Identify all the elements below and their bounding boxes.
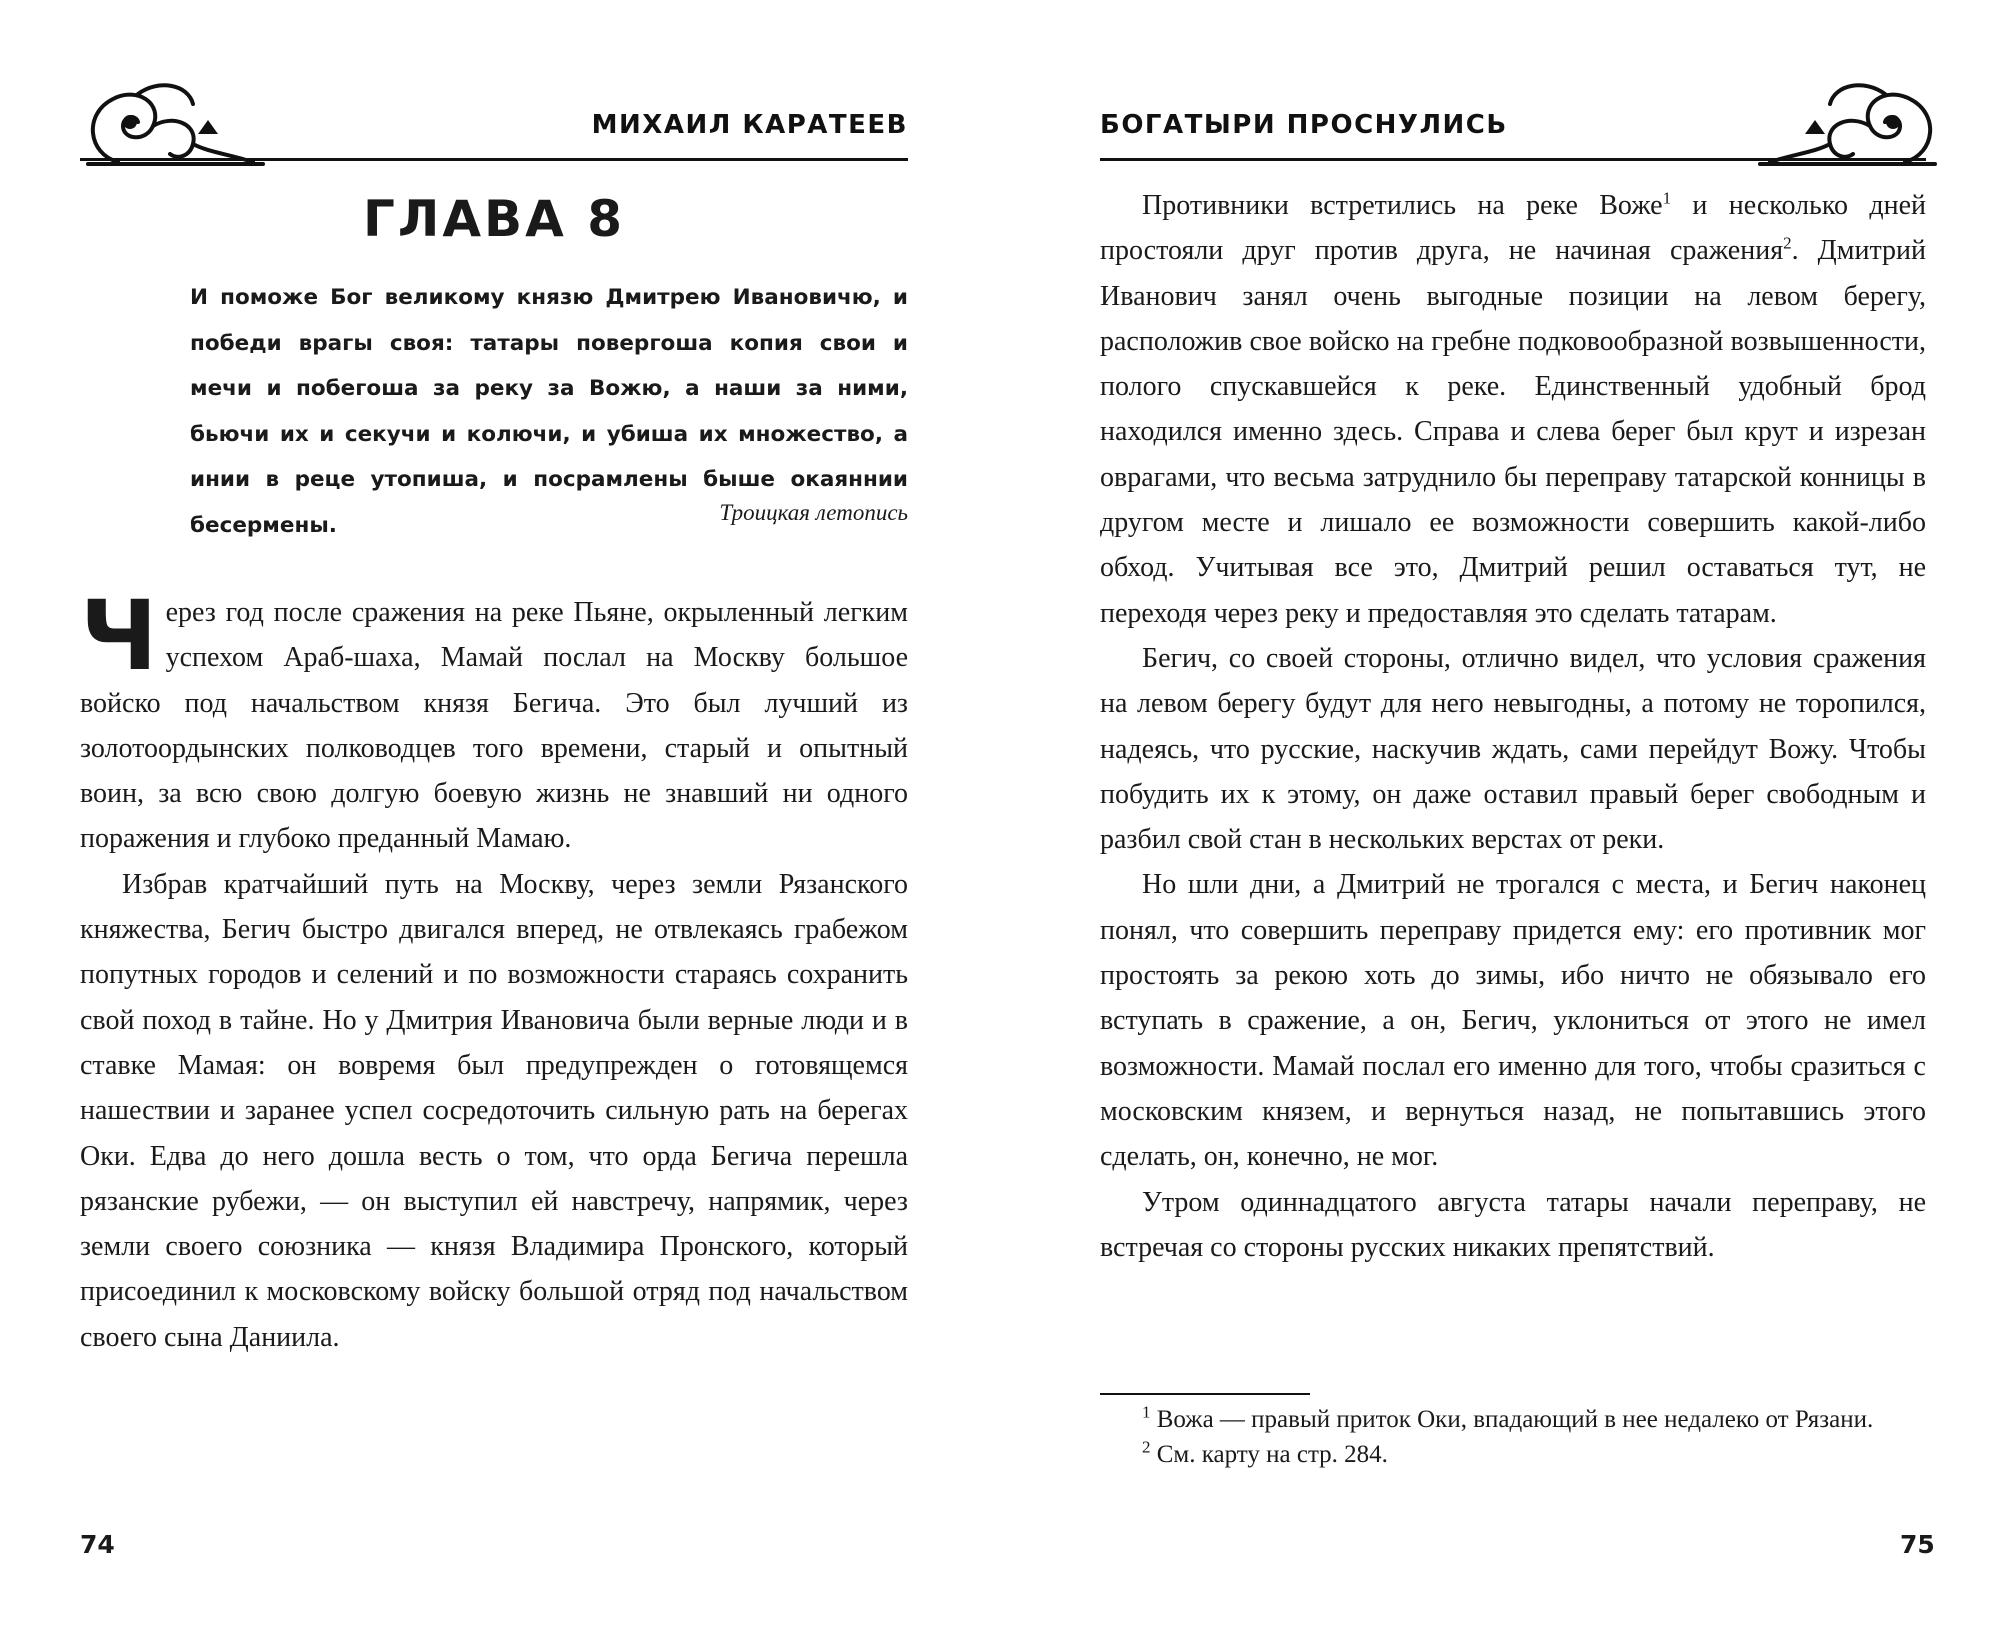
paragraph: Избрав кратчайший путь на Москву, через земли Рязанского княжества, Бегич быстро двигался вперед, не отвлекаясь грабежом попутных городов и селений и по возможности стараясь сохранить свой поход в тайне. Но у Дмитрия Ивановича были верные люди и в ставке Мамая: он вовремя был предупрежден о готовящемся нашествии и заранее успел сосредоточить сильную рать на берегах Оки. Едва до него дошла весть о том, что орда Бегича перешла рязанские рубежи, — он выступил ей навстречу, напрямик, через земли своего союзника — князя Владимира Пронского, который присоединил к московскому войску большой отряд под начальством своего сына Даниила.: [80, 868, 908, 1353]
paragraph-text: и несколько дней простояли друг против друга, не начиная сражения: [1100, 190, 1926, 267]
chapter-title: ГЛАВА 8: [362, 190, 626, 248]
paragraph-text: Противники встретились на реке Воже: [1142, 190, 1663, 221]
footnote-mark: 1: [1142, 1402, 1151, 1422]
footnote-text: См. карту на стр. 284.: [1150, 1441, 1388, 1468]
page-number: 74: [80, 1530, 115, 1559]
footnote-mark: 2: [1142, 1437, 1151, 1457]
body-text: [1100, 183, 1926, 1270]
right-page: [1000, 0, 2000, 1636]
footnote: [1100, 1402, 1926, 1437]
footnote-ref[interactable]: 2: [1783, 233, 1792, 253]
footnote-text: Вожа — правый приток Оки, впадающий в нее недалеко от Рязани.: [1150, 1406, 1874, 1433]
vine-ornament-icon: [1755, 74, 1945, 174]
paragraph-text: ерез год после сражения на реке Пьяне, окрыленный легким успехом Араб-шаха, Мамай послал на Москву большое войско под начальством князя Бегича. Это был лучший из золотоордынских полководцев того времени, старый и опытный воин, за всю свою долгую боевую жизнь не знавший ни одного поражения и глубоко преданный Мамаю.: [80, 597, 908, 855]
body-text: [80, 580, 908, 1360]
footnotes: [1100, 1402, 1926, 1472]
paragraph: Бегич, со своей стороны, отлично видел, что условия сражения на левом берегу будут для него невыгодны, а потому не торопился, надеясь, что русские, наскучив ждать, сами перейдут Вожу. Чтобы побудить их к этому, он даже оставил правый берег свободным и разбил свой стан в нескольких верстах от реки.: [1100, 642, 1926, 856]
epigraph: И поможе Бог великому князю Дмитрею Ивановичю, и победи врагы своя: татары повергоша копия свои и мечи и побегоша за реку за Вожю, а наши за ними, бьючи их и секучи и колючи, и убиша их множество, а инии в реце утопиша, и посрамлены быше окаяннии бесермены.: [190, 285, 908, 538]
epigraph-source: Троицкая летопись: [719, 500, 908, 525]
header-rule: [80, 158, 908, 161]
footnote: [1100, 1437, 1926, 1472]
paragraph: Но шли дни, а Дмитрий не трогался с места, и Бегич наконец понял, что совершить переправу придется ему: его противник мог простоять за рекою хоть до зимы, ибо ничто не обязывало его вступать в сражение, а он, Бегич, уклониться от этого не имел возможности. Мамай послал его именно для того, чтобы сразиться с московским князем, и вернуться назад, не попытавшись этого сделать, он, конечно, не мог.: [1100, 869, 1926, 1173]
page-number: 75: [1900, 1530, 1935, 1559]
paragraph-text: . Дмитрий Иванович занял очень выгодные позиции на левом берегу, расположив свое войско на гребне подковообразной возвышенности, полого спускавшейся к реке. Единственный удобный брод находился именно здесь. Справа и слева берег был крут и изрезан оврагами, что весьма затруднило бы переправу татарской конницы в другом месте и лишало ее возможности совершить какой-либо обход. Учитывая все это, Дмитрий решил оставаться тут, не переходя через реку и предоставляя это сделать татарам.: [1100, 235, 1926, 629]
paragraph: [1100, 183, 1926, 636]
running-head: БОГАТЫРИ ПРОСНУЛИСЬ: [1100, 110, 1508, 140]
paragraph: [80, 580, 908, 862]
running-head: МИХАИЛ КАРАТЕЕВ: [591, 110, 908, 140]
footnote-rule: [1100, 1393, 1310, 1395]
paragraph: Утром одиннадцатого августа татары начали переправу, не встречая со стороны русских никаких препятствий.: [1100, 1186, 1926, 1263]
drop-cap: Ч: [80, 580, 158, 692]
footnote-ref[interactable]: 1: [1662, 188, 1672, 208]
